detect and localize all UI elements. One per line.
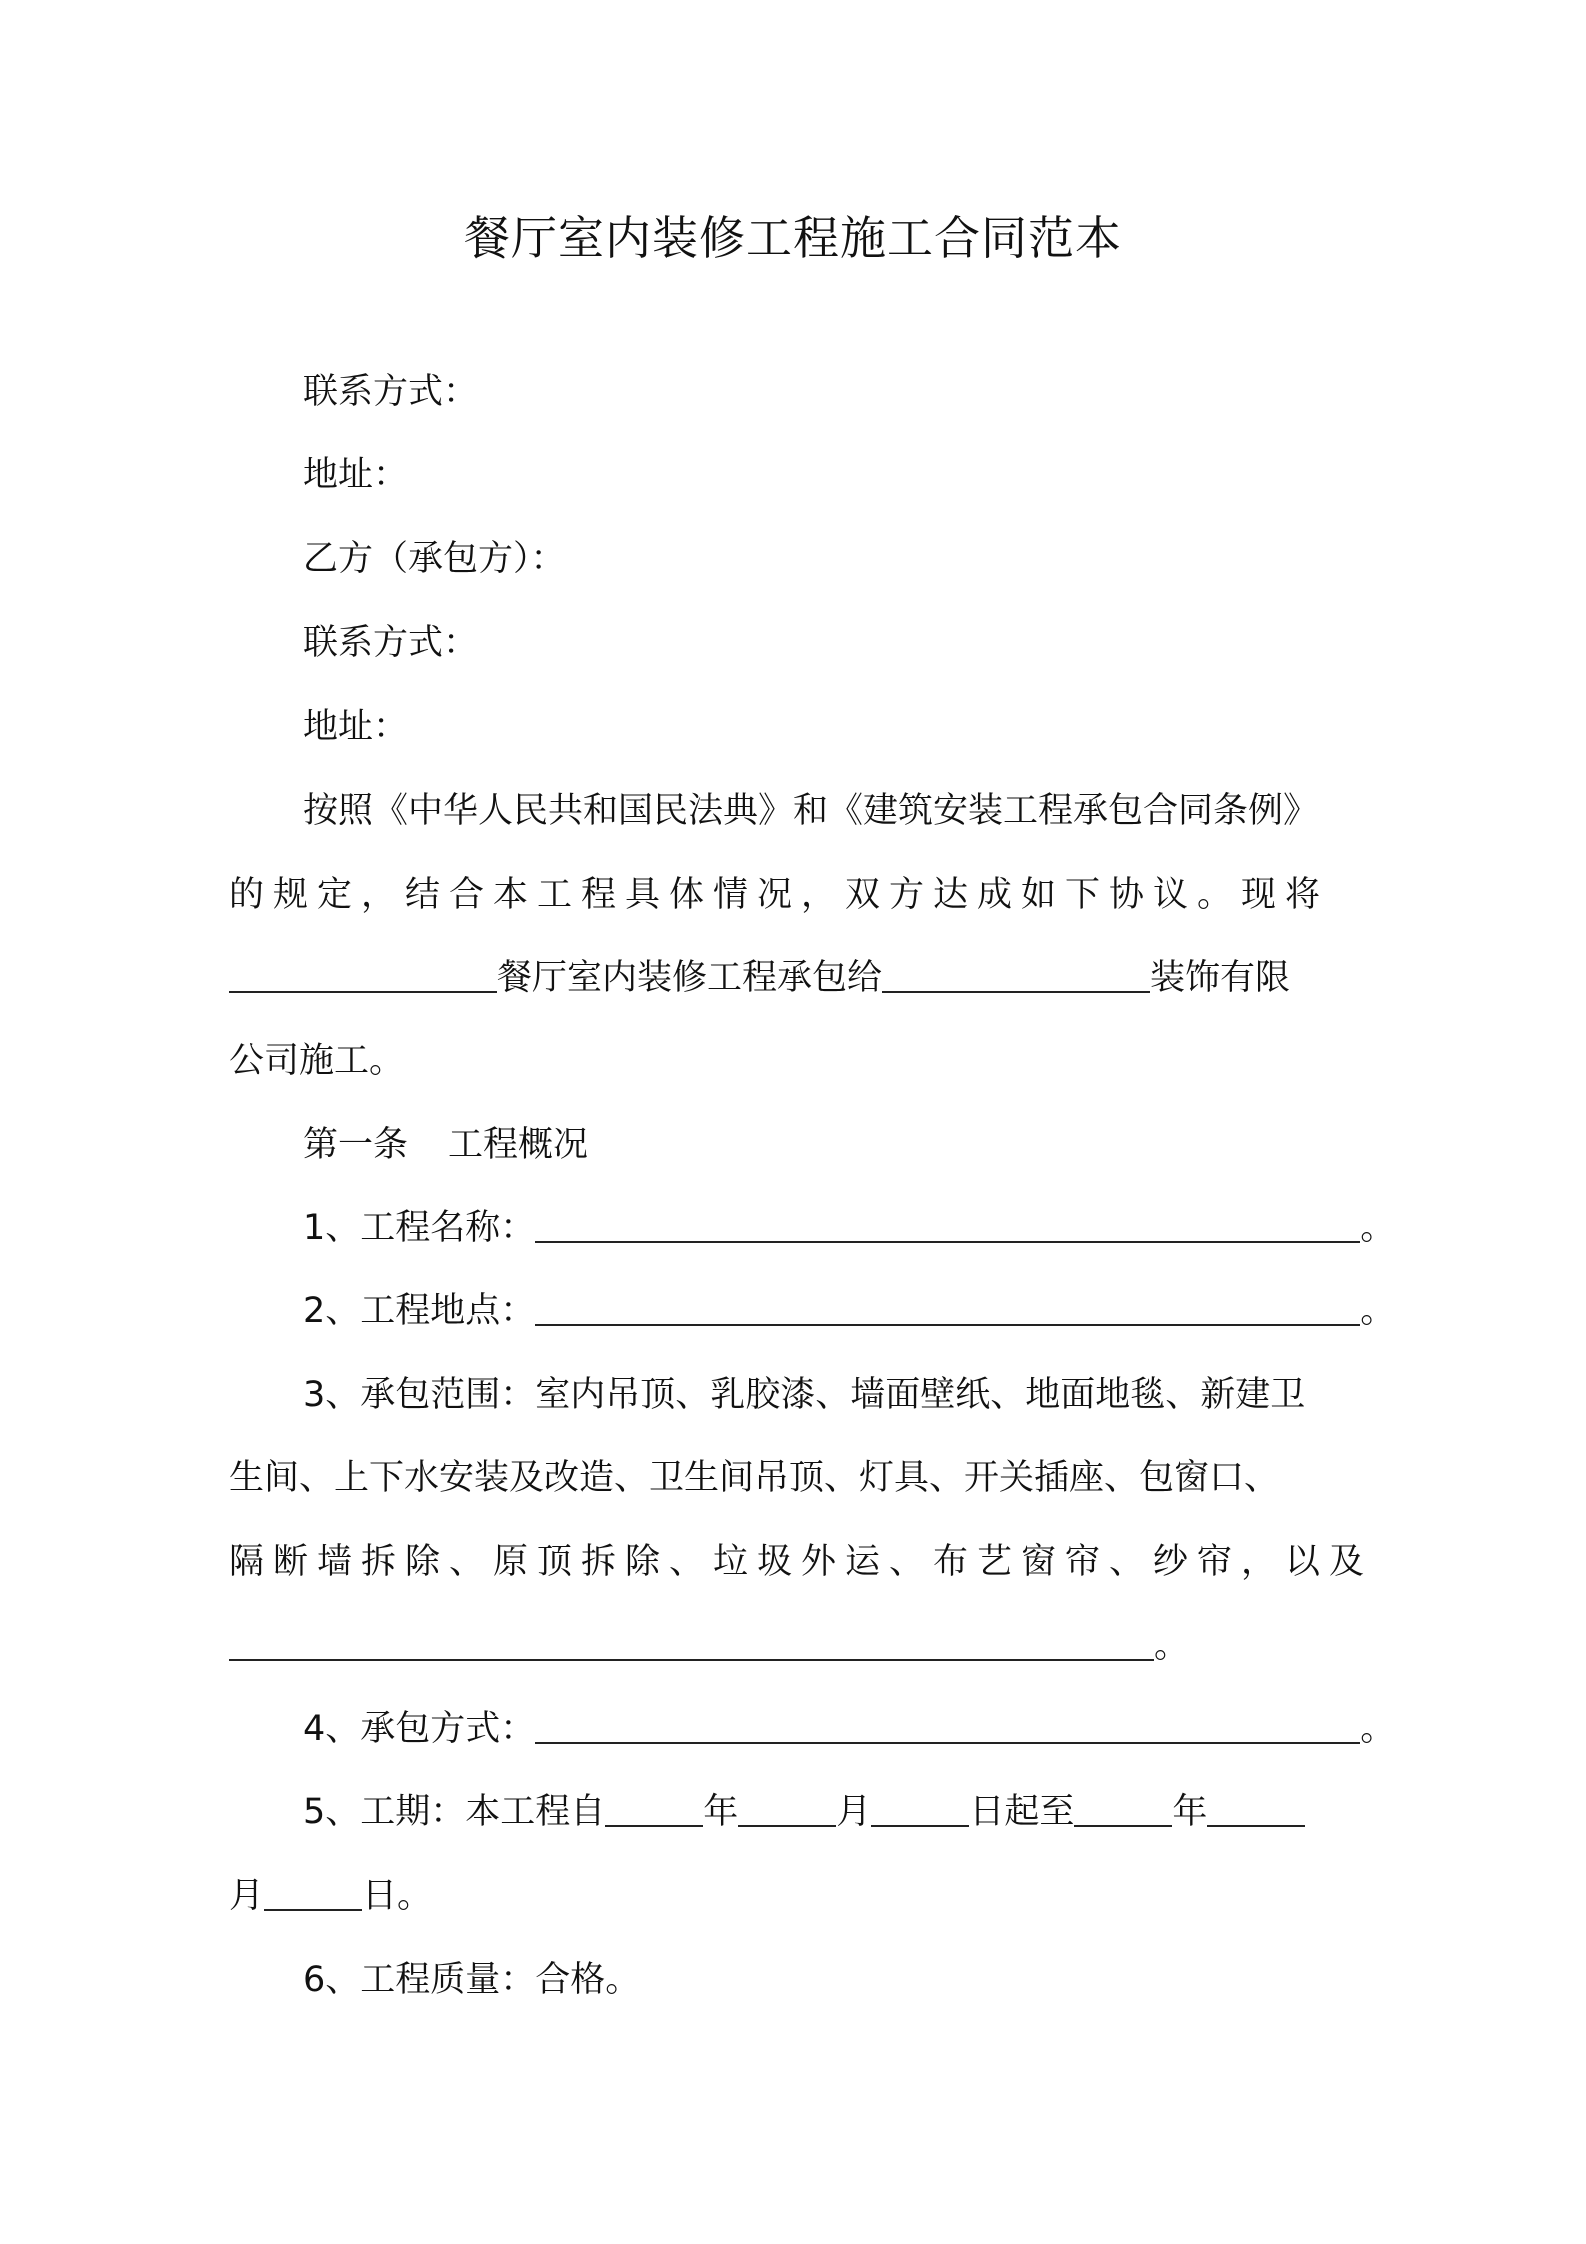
party-a-contact-label: 联系方式： [303, 372, 479, 412]
preamble-line-1: 按照《中华人民共和国民法典》和《建筑安装工程承包合同条例》 [303, 791, 1319, 831]
preamble-line-3 [229, 953, 1290, 1003]
item-5-line-1 [303, 1787, 1305, 1837]
start-month-label: 月 [836, 1792, 872, 1832]
preamble-line-3-end: 装饰有限 [1150, 958, 1291, 998]
preamble-line-2: 的规定，结合本工程具体情况，双方达成如下协议。现将 [229, 875, 1330, 915]
project-location-blank [535, 1290, 1360, 1326]
item-2-label: 2、工程地点： [303, 1291, 536, 1331]
start-year-blank [605, 1791, 703, 1827]
item-6-quality: 6、工程质量：合格。 [303, 1960, 641, 2000]
page-title: 餐厅室内装修工程施工合同范本 [464, 211, 1122, 265]
end-month-blank [1207, 1791, 1305, 1827]
item-3-line-4 [229, 1621, 1189, 1671]
end-year-label: 年 [1172, 1792, 1208, 1832]
preamble-line-3-mid: 餐厅室内装修工程承包给 [497, 958, 883, 998]
scope-extra-blank [229, 1625, 1154, 1661]
item-4-contract-method [303, 1704, 1395, 1754]
party-b-contact-label: 联系方式： [303, 623, 479, 663]
item-5-line-2 [229, 1871, 432, 1921]
item-3-line-1: 3、承包范围：室内吊顶、乳胶漆、墙面壁纸、地面地毯、新建卫 [303, 1375, 1306, 1415]
party-a-address-label: 地址： [303, 455, 409, 495]
start-month-blank [738, 1791, 836, 1827]
contractor-name-blank [882, 957, 1150, 993]
item-4-label: 4、承包方式： [303, 1709, 536, 1749]
end-day-label: 日。 [362, 1876, 433, 1916]
item-3-line-2: 生间、上下水安装及改造、卫生间吊顶、灯具、开关插座、包窗口、 [229, 1458, 1280, 1498]
item-3-period: 。 [1154, 1626, 1190, 1666]
item-5-prefix: 5、工期：本工程自 [303, 1792, 606, 1832]
item-1-label: 1、工程名称： [303, 1208, 536, 1248]
end-year-blank [1074, 1791, 1172, 1827]
party-b-address-label: 地址： [303, 707, 409, 747]
item-1-project-name [303, 1203, 1395, 1253]
article-1-number: 第一条 [303, 1125, 409, 1165]
article-1-title: 工程概况 [448, 1125, 589, 1165]
item-3-line-3: 隔断墙拆除、原顶拆除、垃圾外运、布艺窗帘、纱帘，以及 [229, 1542, 1374, 1582]
item-1-period: 。 [1360, 1208, 1396, 1248]
item-2-project-location [303, 1286, 1395, 1336]
article-1-heading [303, 1120, 588, 1170]
end-month-label: 月 [229, 1876, 265, 1916]
party-b-heading: 乙方（承包方）： [303, 539, 566, 579]
project-owner-blank [229, 957, 497, 993]
start-day-label: 日起至 [969, 1792, 1075, 1832]
item-4-period: 。 [1360, 1709, 1396, 1749]
item-2-period: 。 [1360, 1291, 1396, 1331]
start-day-blank [871, 1791, 969, 1827]
project-name-blank [535, 1207, 1360, 1243]
contract-method-blank [535, 1708, 1360, 1744]
start-year-label: 年 [703, 1792, 739, 1832]
preamble-line-4: 公司施工。 [229, 1041, 405, 1081]
end-day-blank [264, 1875, 362, 1911]
